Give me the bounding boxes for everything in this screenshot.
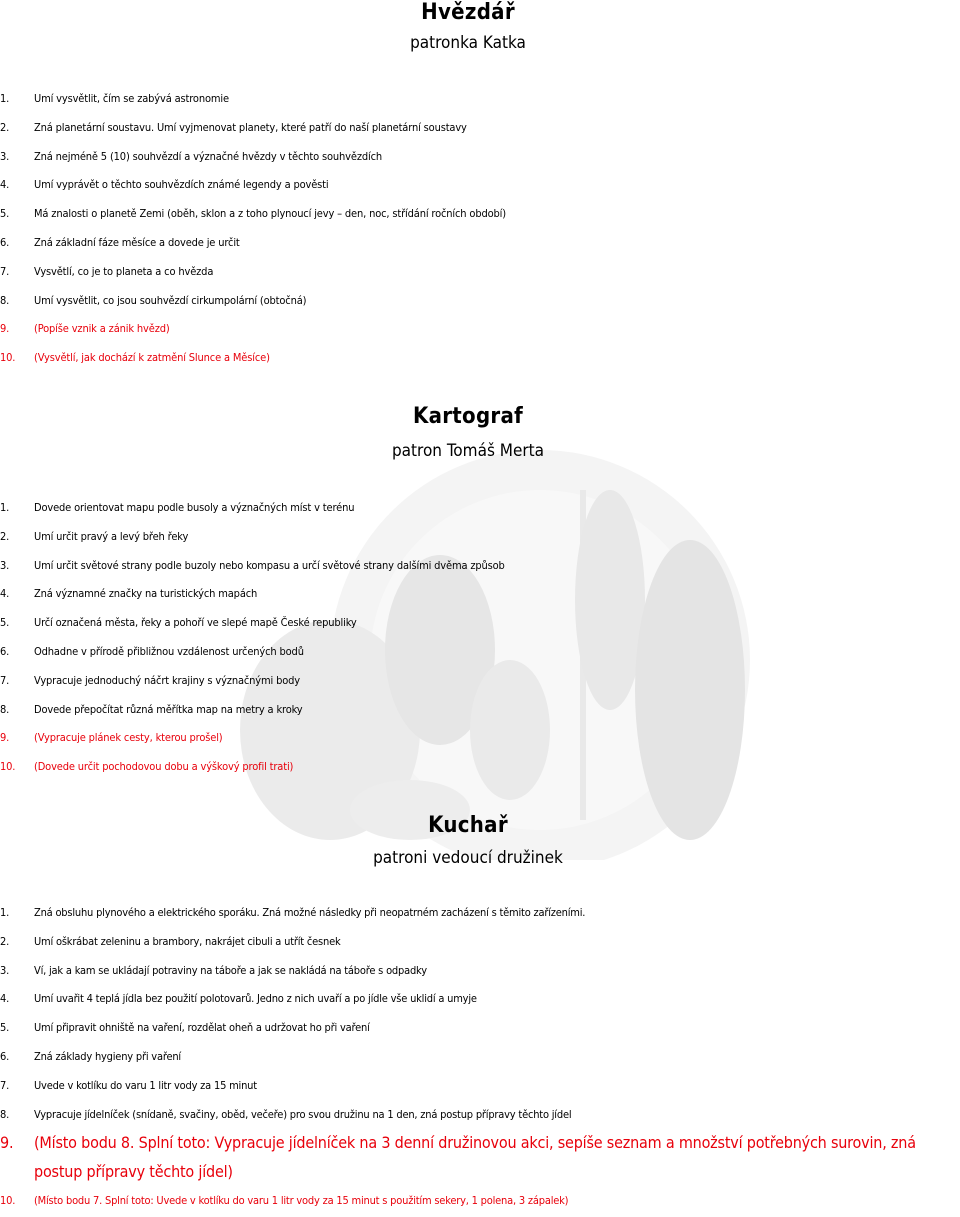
list-item: 5. Má znalosti o planetě Zemi (oběh, sklon a z toho plynoucí jevy – den, noc, střídání ročních období) — [0, 207, 506, 221]
requirements-list — [0, 85, 960, 373]
list-item: 2. Umí určit pravý a levý břeh řeky — [0, 529, 189, 543]
list-item: 1. Dovede orientovat mapu podle busoly a význačných míst v terénu — [0, 501, 355, 514]
list-item: 1. Umí vysvětlit, čím se zabývá astronomie — [0, 92, 229, 105]
list-item: 7. Uvede v kotlíku do varu 1 litr vody za 15 minut — [0, 1078, 257, 1092]
list-item: 2. Zná planetární soustavu. Umí vyjmenovat planety, které patří do naší planetární soustavy — [0, 120, 467, 134]
list-item: 6. Zná základní fáze měsíce a dovede je určit — [0, 235, 240, 249]
requirements-list — [0, 899, 960, 1216]
list-item: 5. Určí označená města, řeky a pohoří ve slepé mapě České republiky — [0, 616, 357, 630]
list-item-optional: 9. (Vypracuje plánek cesty, kterou prošel) — [0, 731, 223, 745]
list-item-optional: 10. (Dovede určit pochodovou dobu a výškový profil trati) — [0, 760, 294, 774]
list-item: 5. Umí připravit ohniště na vaření, rozdělat oheň a udržovat ho při vaření — [0, 1021, 370, 1035]
list-item: 8. Vypracuje jídelníček (snídaně, svačiny, oběd, večeře) pro svou družinu na 1 den, zná postup přípravy těchto jídel — [0, 1107, 572, 1121]
list-item: 4. Zná významné značky na turistických mapách — [0, 587, 258, 601]
section-patron: patronka Katka — [410, 33, 526, 53]
list-item-optional: 9. (Místo bodu 8. Splní toto: Vypracuje jídelníček na 3 denní družinovou akci, sepíše seznam a množství potřebných surovin, zná postup přípravy těchto jídel) — [0, 1133, 916, 1182]
list-item: 3. Zná nejméně 5 (10) souhvězdí a význačné hvězdy v těchto souhvězdích — [0, 149, 383, 163]
list-item: 2. Umí oškrábat zeleninu a brambory, nakrájet cibuli a utřít česnek — [0, 934, 341, 948]
list-item: 8. Dovede přepočítat různá měřítka map na metry a kroky — [0, 702, 303, 716]
list-item: 4. Umí vyprávět o těchto souhvězdích známé legendy a pověsti — [0, 178, 329, 192]
list-item: 3. Umí určit světové strany podle buzoly nebo kompasu a určí světové strany dalšími dvěma způsob — [0, 558, 505, 572]
requirements-list — [0, 494, 960, 782]
list-item-optional: 9. (Popíše vznik a zánik hvězd) — [0, 322, 170, 336]
section-title: Hvězdář — [421, 0, 515, 25]
list-item-optional: 10. (Vysvětlí, jak dochází k zatmění Slunce a Měsíce) — [0, 351, 270, 365]
list-item-optional: 10. (Místo bodu 7. Splní toto: Uvede v kotlíku do varu 1 litr vody za 15 minut s použitím sekery, 1 polena, 3 zápalek) — [0, 1193, 569, 1207]
list-item: 4. Umí uvařit 4 teplá jídla bez použití polotovarů. Jedno z nich uvaří a po jídle vše uklidí a umyje — [0, 992, 477, 1006]
section-patron: patron Tomáš Merta — [391, 441, 545, 461]
list-item: 7. Vypracuje jednoduchý náčrt krajiny s význačnými body — [0, 673, 300, 687]
list-item: 1. Zná obsluhu plynového a elektrického sporáku. Zná možné následky při neopatrném zacházení s těmito zařízeními. — [0, 906, 586, 919]
list-item: 6. Odhadne v přírodě přibližnou vzdálenost určených bodů — [0, 644, 304, 658]
list-item: 7. Vysvětlí, co je to planeta a co hvězda — [0, 264, 214, 278]
list-item: 8. Umí vysvětlit, co jsou souhvězdí cirkumpolární (obtočná) — [0, 293, 307, 307]
list-item: 3. Ví, jak a kam se ukládají potraviny na táboře a jak se nakládá na táboře s odpadky — [0, 963, 427, 977]
section-title: Kuchař — [428, 813, 508, 838]
list-item: 6. Zná základy hygieny při vaření — [0, 1049, 181, 1063]
section-title: Kartograf — [412, 404, 524, 429]
section-patron: patroni vedoucí družinek — [373, 848, 563, 868]
